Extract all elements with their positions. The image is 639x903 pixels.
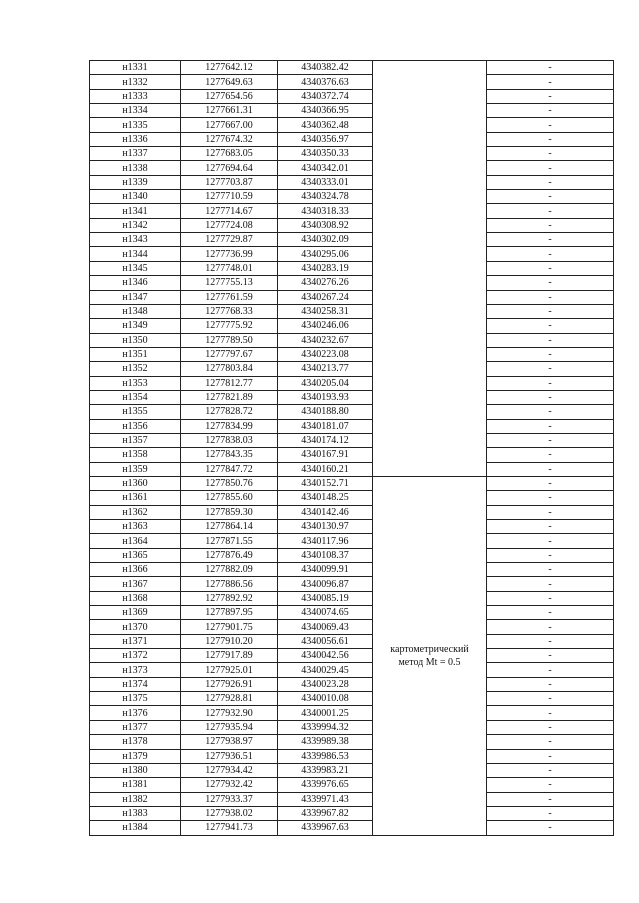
point-name-cell: н1350 (90, 333, 181, 347)
table-row (90, 132, 614, 146)
dash-cell: - (487, 132, 614, 146)
dash-cell: - (487, 663, 614, 677)
x-coordinate-cell: 1277938.97 (181, 735, 278, 749)
x-coordinate-cell: 1277703.87 (181, 175, 278, 189)
y-coordinate-cell: 4340362.48 (278, 118, 373, 132)
table-row (90, 276, 614, 290)
x-coordinate-cell: 1277667.00 (181, 118, 278, 132)
y-coordinate-cell: 4340099.91 (278, 563, 373, 577)
dash-cell: - (487, 577, 614, 591)
y-coordinate-cell: 4340029.45 (278, 663, 373, 677)
table-row (90, 104, 614, 118)
point-name-cell: н1351 (90, 347, 181, 361)
dash-cell: - (487, 563, 614, 577)
dash-cell: - (487, 706, 614, 720)
x-coordinate-cell: 1277755.13 (181, 276, 278, 290)
y-coordinate-cell: 4340193.93 (278, 390, 373, 404)
dash-cell: - (487, 247, 614, 261)
point-name-cell: н1335 (90, 118, 181, 132)
dash-cell: - (487, 649, 614, 663)
table-row (90, 218, 614, 232)
x-coordinate-cell: 1277882.09 (181, 563, 278, 577)
dash-cell: - (487, 333, 614, 347)
dash-cell: - (487, 505, 614, 519)
x-coordinate-cell: 1277855.60 (181, 491, 278, 505)
point-name-cell: н1358 (90, 448, 181, 462)
dash-cell: - (487, 75, 614, 89)
table-row (90, 190, 614, 204)
dash-cell: - (487, 749, 614, 763)
y-coordinate-cell: 4340023.28 (278, 677, 373, 691)
table-row (90, 749, 614, 763)
y-coordinate-cell: 4340096.87 (278, 577, 373, 591)
y-coordinate-cell: 4340246.06 (278, 319, 373, 333)
point-name-cell: н1371 (90, 634, 181, 648)
table-row (90, 821, 614, 835)
x-coordinate-cell: 1277797.67 (181, 347, 278, 361)
point-name-cell: н1331 (90, 61, 181, 75)
x-coordinate-cell: 1277789.50 (181, 333, 278, 347)
x-coordinate-cell: 1277821.89 (181, 390, 278, 404)
dash-cell: - (487, 692, 614, 706)
point-name-cell: н1366 (90, 563, 181, 577)
y-coordinate-cell: 4339994.32 (278, 720, 373, 734)
y-coordinate-cell: 4340283.19 (278, 261, 373, 275)
y-coordinate-cell: 4340085.19 (278, 591, 373, 605)
y-coordinate-cell: 4340267.24 (278, 290, 373, 304)
point-name-cell: н1365 (90, 548, 181, 562)
table-row (90, 448, 614, 462)
x-coordinate-cell: 1277834.99 (181, 419, 278, 433)
y-coordinate-cell: 4340376.63 (278, 75, 373, 89)
y-coordinate-cell: 4340213.77 (278, 362, 373, 376)
point-name-cell: н1370 (90, 620, 181, 634)
table-row (90, 778, 614, 792)
table-row (90, 792, 614, 806)
method-cell-upper (373, 61, 487, 477)
point-name-cell: н1376 (90, 706, 181, 720)
dash-cell: - (487, 720, 614, 734)
dash-cell: - (487, 276, 614, 290)
y-coordinate-cell: 4340333.01 (278, 175, 373, 189)
dash-cell: - (487, 319, 614, 333)
point-name-cell: н1334 (90, 104, 181, 118)
dash-cell: - (487, 347, 614, 361)
x-coordinate-cell: 1277683.05 (181, 147, 278, 161)
table-row (90, 175, 614, 189)
x-coordinate-cell: 1277928.81 (181, 692, 278, 706)
x-coordinate-cell: 1277729.87 (181, 233, 278, 247)
table-row (90, 505, 614, 519)
dash-cell: - (487, 89, 614, 103)
y-coordinate-cell: 4340056.61 (278, 634, 373, 648)
x-coordinate-cell: 1277901.75 (181, 620, 278, 634)
x-coordinate-cell: 1277926.91 (181, 677, 278, 691)
y-coordinate-cell: 4340130.97 (278, 520, 373, 534)
dash-cell: - (487, 448, 614, 462)
point-name-cell: н1341 (90, 204, 181, 218)
table-row (90, 405, 614, 419)
dash-cell: - (487, 175, 614, 189)
y-coordinate-cell: 4340295.06 (278, 247, 373, 261)
x-coordinate-cell: 1277694.64 (181, 161, 278, 175)
x-coordinate-cell: 1277812.77 (181, 376, 278, 390)
point-name-cell: н1375 (90, 692, 181, 706)
x-coordinate-cell: 1277736.99 (181, 247, 278, 261)
y-coordinate-cell: 4340223.08 (278, 347, 373, 361)
dash-cell: - (487, 304, 614, 318)
point-name-cell: н1349 (90, 319, 181, 333)
dash-cell: - (487, 763, 614, 777)
point-name-cell: н1384 (90, 821, 181, 835)
table-row (90, 75, 614, 89)
table-row (90, 319, 614, 333)
x-coordinate-cell: 1277871.55 (181, 534, 278, 548)
table-row (90, 706, 614, 720)
point-name-cell: н1346 (90, 276, 181, 290)
y-coordinate-cell: 4340382.42 (278, 61, 373, 75)
y-coordinate-cell: 4340001.25 (278, 706, 373, 720)
point-name-cell: н1372 (90, 649, 181, 663)
y-coordinate-cell: 4339976.65 (278, 778, 373, 792)
dash-cell: - (487, 476, 614, 490)
table-row (90, 491, 614, 505)
method-label-line2: метод Mt = 0.5 (398, 656, 461, 668)
dash-cell: - (487, 606, 614, 620)
y-coordinate-cell: 4340324.78 (278, 190, 373, 204)
point-name-cell: н1378 (90, 735, 181, 749)
point-name-cell: н1359 (90, 462, 181, 476)
coordinates-table-body (90, 61, 614, 836)
table-row (90, 347, 614, 361)
x-coordinate-cell: 1277803.84 (181, 362, 278, 376)
point-name-cell: н1382 (90, 792, 181, 806)
x-coordinate-cell: 1277710.59 (181, 190, 278, 204)
dash-cell: - (487, 390, 614, 404)
x-coordinate-cell: 1277838.03 (181, 433, 278, 447)
x-coordinate-cell: 1277724.08 (181, 218, 278, 232)
x-coordinate-cell: 1277910.20 (181, 634, 278, 648)
y-coordinate-cell: 4340042.56 (278, 649, 373, 663)
x-coordinate-cell: 1277933.37 (181, 792, 278, 806)
dash-cell: - (487, 261, 614, 275)
table-row (90, 333, 614, 347)
point-name-cell: н1360 (90, 476, 181, 490)
point-name-cell: н1332 (90, 75, 181, 89)
y-coordinate-cell: 4340167.91 (278, 448, 373, 462)
dash-cell: - (487, 218, 614, 232)
table-row (90, 390, 614, 404)
x-coordinate-cell: 1277938.02 (181, 806, 278, 820)
y-coordinate-cell: 4340258.31 (278, 304, 373, 318)
y-coordinate-cell: 4340152.71 (278, 476, 373, 490)
x-coordinate-cell: 1277864.14 (181, 520, 278, 534)
dash-cell: - (487, 190, 614, 204)
table-row (90, 290, 614, 304)
dash-cell: - (487, 806, 614, 820)
table-row (90, 548, 614, 562)
x-coordinate-cell: 1277761.59 (181, 290, 278, 304)
table-row (90, 161, 614, 175)
point-name-cell: н1356 (90, 419, 181, 433)
table-row (90, 520, 614, 534)
table-row (90, 61, 614, 75)
y-coordinate-cell: 4340181.07 (278, 419, 373, 433)
point-name-cell: н1363 (90, 520, 181, 534)
y-coordinate-cell: 4339967.82 (278, 806, 373, 820)
x-coordinate-cell: 1277934.42 (181, 763, 278, 777)
y-coordinate-cell: 4339986.53 (278, 749, 373, 763)
point-name-cell: н1352 (90, 362, 181, 376)
dash-cell: - (487, 433, 614, 447)
y-coordinate-cell: 4340308.92 (278, 218, 373, 232)
table-row (90, 720, 614, 734)
y-coordinate-cell: 4340350.33 (278, 147, 373, 161)
dash-cell: - (487, 634, 614, 648)
x-coordinate-cell: 1277674.32 (181, 132, 278, 146)
dash-cell: - (487, 778, 614, 792)
dash-cell: - (487, 520, 614, 534)
point-name-cell: н1338 (90, 161, 181, 175)
point-name-cell: н1333 (90, 89, 181, 103)
point-name-cell: н1343 (90, 233, 181, 247)
point-name-cell: н1374 (90, 677, 181, 691)
table-row (90, 247, 614, 261)
y-coordinate-cell: 4340232.67 (278, 333, 373, 347)
x-coordinate-cell: 1277876.49 (181, 548, 278, 562)
y-coordinate-cell: 4340302.09 (278, 233, 373, 247)
y-coordinate-cell: 4340188.80 (278, 405, 373, 419)
x-coordinate-cell: 1277886.56 (181, 577, 278, 591)
method-cell (373, 476, 487, 835)
point-name-cell: н1373 (90, 663, 181, 677)
x-coordinate-cell: 1277847.72 (181, 462, 278, 476)
y-coordinate-cell: 4339967.63 (278, 821, 373, 835)
dash-cell: - (487, 491, 614, 505)
point-name-cell: н1377 (90, 720, 181, 734)
method-label-line1: картометрический (390, 643, 469, 655)
table-row (90, 476, 614, 490)
point-name-cell: н1361 (90, 491, 181, 505)
dash-cell: - (487, 548, 614, 562)
point-name-cell: н1379 (90, 749, 181, 763)
x-coordinate-cell: 1277649.63 (181, 75, 278, 89)
dash-cell: - (487, 419, 614, 433)
point-name-cell: н1354 (90, 390, 181, 404)
dash-cell: - (487, 534, 614, 548)
x-coordinate-cell: 1277935.94 (181, 720, 278, 734)
x-coordinate-cell: 1277843.35 (181, 448, 278, 462)
x-coordinate-cell: 1277932.90 (181, 706, 278, 720)
table-row (90, 806, 614, 820)
y-coordinate-cell: 4340342.01 (278, 161, 373, 175)
table-row (90, 362, 614, 376)
table-row (90, 763, 614, 777)
y-coordinate-cell: 4340010.08 (278, 692, 373, 706)
x-coordinate-cell: 1277897.95 (181, 606, 278, 620)
dash-cell: - (487, 61, 614, 75)
table-row (90, 419, 614, 433)
x-coordinate-cell: 1277748.01 (181, 261, 278, 275)
x-coordinate-cell: 1277932.42 (181, 778, 278, 792)
y-coordinate-cell: 4339983.21 (278, 763, 373, 777)
x-coordinate-cell: 1277925.01 (181, 663, 278, 677)
dash-cell: - (487, 677, 614, 691)
point-name-cell: н1383 (90, 806, 181, 820)
point-name-cell: н1364 (90, 534, 181, 548)
dash-cell: - (487, 161, 614, 175)
table-row (90, 663, 614, 677)
y-coordinate-cell: 4339971.43 (278, 792, 373, 806)
y-coordinate-cell: 4340356.97 (278, 132, 373, 146)
table-row (90, 634, 614, 648)
y-coordinate-cell: 4340148.25 (278, 491, 373, 505)
y-coordinate-cell: 4340074.65 (278, 606, 373, 620)
point-name-cell: н1336 (90, 132, 181, 146)
table-row (90, 462, 614, 476)
x-coordinate-cell: 1277850.76 (181, 476, 278, 490)
dash-cell: - (487, 362, 614, 376)
table-row (90, 649, 614, 663)
point-name-cell: н1347 (90, 290, 181, 304)
table-row (90, 677, 614, 691)
dash-cell: - (487, 104, 614, 118)
point-name-cell: н1381 (90, 778, 181, 792)
table-row (90, 433, 614, 447)
dash-cell: - (487, 821, 614, 835)
table-row (90, 376, 614, 390)
table-row (90, 204, 614, 218)
x-coordinate-cell: 1277714.67 (181, 204, 278, 218)
dash-cell: - (487, 735, 614, 749)
x-coordinate-cell: 1277917.89 (181, 649, 278, 663)
point-name-cell: н1367 (90, 577, 181, 591)
table-row (90, 233, 614, 247)
x-coordinate-cell: 1277768.33 (181, 304, 278, 318)
dash-cell: - (487, 792, 614, 806)
x-coordinate-cell: 1277892.92 (181, 591, 278, 605)
dash-cell: - (487, 462, 614, 476)
coordinates-table (89, 60, 614, 836)
point-name-cell: н1344 (90, 247, 181, 261)
dash-cell: - (487, 147, 614, 161)
dash-cell: - (487, 376, 614, 390)
y-coordinate-cell: 4339989.38 (278, 735, 373, 749)
x-coordinate-cell: 1277828.72 (181, 405, 278, 419)
table-row (90, 261, 614, 275)
table-row (90, 304, 614, 318)
point-name-cell: н1339 (90, 175, 181, 189)
y-coordinate-cell: 4340174.12 (278, 433, 373, 447)
point-name-cell: н1353 (90, 376, 181, 390)
y-coordinate-cell: 4340366.95 (278, 104, 373, 118)
point-name-cell: н1348 (90, 304, 181, 318)
table-row (90, 118, 614, 132)
table-row (90, 620, 614, 634)
dash-cell: - (487, 290, 614, 304)
table-row (90, 692, 614, 706)
point-name-cell: н1337 (90, 147, 181, 161)
point-name-cell: н1380 (90, 763, 181, 777)
table-row (90, 735, 614, 749)
y-coordinate-cell: 4340160.21 (278, 462, 373, 476)
y-coordinate-cell: 4340117.96 (278, 534, 373, 548)
table-row (90, 147, 614, 161)
dash-cell: - (487, 233, 614, 247)
y-coordinate-cell: 4340069.43 (278, 620, 373, 634)
y-coordinate-cell: 4340205.04 (278, 376, 373, 390)
table-row (90, 89, 614, 103)
table-row (90, 606, 614, 620)
point-name-cell: н1355 (90, 405, 181, 419)
y-coordinate-cell: 4340372.74 (278, 89, 373, 103)
dash-cell: - (487, 405, 614, 419)
table-row (90, 563, 614, 577)
point-name-cell: н1368 (90, 591, 181, 605)
y-coordinate-cell: 4340318.33 (278, 204, 373, 218)
point-name-cell: н1357 (90, 433, 181, 447)
dash-cell: - (487, 620, 614, 634)
x-coordinate-cell: 1277642.12 (181, 61, 278, 75)
table-row (90, 591, 614, 605)
x-coordinate-cell: 1277654.56 (181, 89, 278, 103)
x-coordinate-cell: 1277859.30 (181, 505, 278, 519)
dash-cell: - (487, 204, 614, 218)
point-name-cell: н1362 (90, 505, 181, 519)
point-name-cell: н1340 (90, 190, 181, 204)
y-coordinate-cell: 4340142.46 (278, 505, 373, 519)
y-coordinate-cell: 4340108.37 (278, 548, 373, 562)
y-coordinate-cell: 4340276.26 (278, 276, 373, 290)
x-coordinate-cell: 1277775.92 (181, 319, 278, 333)
x-coordinate-cell: 1277661.31 (181, 104, 278, 118)
dash-cell: - (487, 591, 614, 605)
table-row (90, 534, 614, 548)
point-name-cell: н1345 (90, 261, 181, 275)
x-coordinate-cell: 1277941.73 (181, 821, 278, 835)
x-coordinate-cell: 1277936.51 (181, 749, 278, 763)
table-row (90, 577, 614, 591)
dash-cell: - (487, 118, 614, 132)
point-name-cell: н1342 (90, 218, 181, 232)
point-name-cell: н1369 (90, 606, 181, 620)
